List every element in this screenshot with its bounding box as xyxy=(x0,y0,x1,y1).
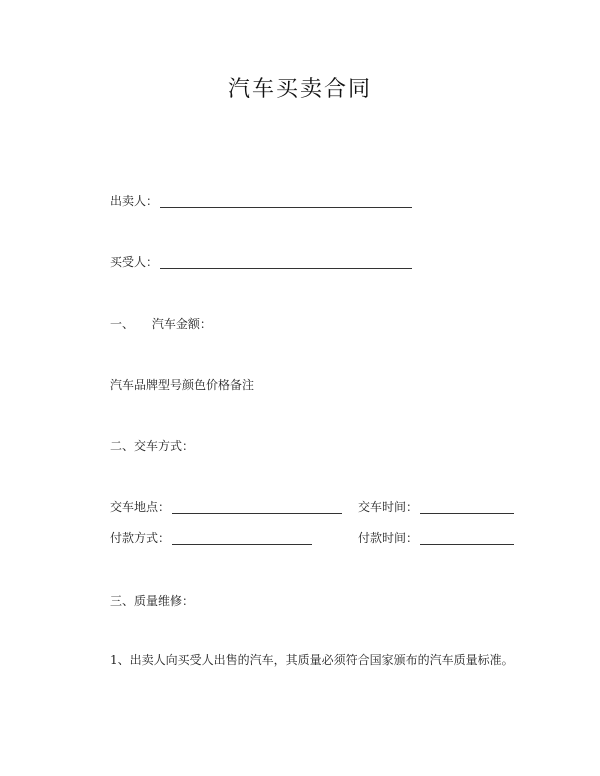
delivery-place-label: 交车地点： xyxy=(110,500,171,514)
payment-time-row xyxy=(358,527,514,545)
payment-method-blank-line[interactable] xyxy=(172,530,312,545)
payment-time-blank-line[interactable] xyxy=(420,530,514,545)
seller-blank-line[interactable] xyxy=(160,193,412,208)
delivery-time-blank-line[interactable] xyxy=(420,499,514,514)
payment-method-row xyxy=(110,527,312,545)
buyer-blank-line[interactable] xyxy=(160,254,412,269)
payment-time-label: 付款时间： xyxy=(358,531,419,545)
seller-label: 出卖人： xyxy=(110,194,159,208)
payment-method-label: 付款方式： xyxy=(110,531,171,545)
buyer-label: 买受人： xyxy=(110,255,159,269)
delivery-time-row xyxy=(358,496,514,514)
table-header-text: 汽车品牌型号颜色价格备注 xyxy=(110,378,255,392)
section-1-number: 一、 xyxy=(110,317,135,331)
delivery-place-blank-line[interactable] xyxy=(172,499,342,514)
delivery-time-label: 交车时间： xyxy=(358,500,419,514)
seller-row xyxy=(110,190,412,208)
section-2-heading: 二、交车方式： xyxy=(110,439,195,453)
clause-1-text: 1、出卖人向买受人出售的汽车，其质量必须符合国家颁布的汽车质量标准。 xyxy=(110,653,514,667)
document-title: 汽车买卖合同 xyxy=(227,77,372,102)
section-1-heading xyxy=(110,315,212,332)
delivery-place-row xyxy=(110,496,342,514)
section-3-heading: 三、质量维修： xyxy=(110,594,195,608)
buyer-row xyxy=(110,251,412,269)
section-1-title: 汽车金额： xyxy=(151,317,212,331)
